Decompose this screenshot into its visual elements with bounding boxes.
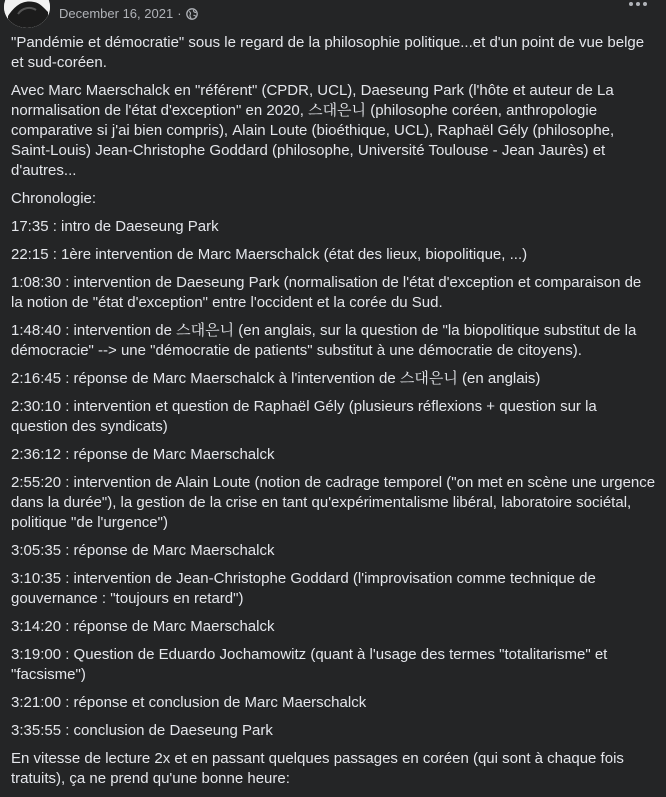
chronology-item: 3:19:00 : Question de Eduardo Jochamowitz (quant à l'usage des termes "totalitarisme" et "facsisme")	[11, 646, 612, 683]
chronology-item: 2:36:12 : réponse de Marc Maerschalck	[11, 446, 275, 463]
post-header	[0, 0, 666, 30]
post-paragraph: Chronologie:	[11, 190, 97, 207]
chronology-item: 1:48:40 : intervention de 스대은니 (en anglais, sur la question de "la biopolitique substitut de la démocracie" --> une "démocratie de patients" substitut à une démocratie de citoyens).	[11, 322, 641, 359]
meta-separator: ·	[177, 6, 182, 21]
chronology-item: 3:10:35 : intervention de Jean-Christophe Goddard (l'improvisation comme technique de gouvernance : "toujours en retard")	[11, 570, 601, 607]
post-paragraph: En vitesse de lecture 2x et en passant quelques passages en coréen (qui sont à chaque fois tratuits), ça ne prend qu'une bonne heure:	[11, 750, 629, 787]
post-body	[11, 33, 660, 797]
dot-icon	[629, 2, 633, 6]
chronology-item: 3:35:55 : conclusion de Daeseung Park	[11, 722, 273, 739]
dot-icon	[636, 2, 640, 6]
chronology-item: 2:55:20 : intervention de Alain Loute (notion de cadrage temporel ("on met en scène une urgence dans la durée"), la gestion de la crise en tant qu'expérimentalisme libéral, laboratoire sociétal, politique "de l'urgence")	[11, 474, 660, 531]
chronology-item: 17:35 : intro de Daeseung Park	[11, 218, 219, 235]
chronology-item: 3:21:00 : réponse et conclusion de Marc Maerschalck	[11, 694, 367, 711]
chronology-item: 2:16:45 : réponse de Marc Maerschalck à l'intervention de 스대은니 (en anglais)	[11, 370, 541, 387]
avatar[interactable]	[4, 0, 50, 28]
chronology-item: 3:14:20 : réponse de Marc Maerschalck	[11, 618, 275, 635]
globe-icon[interactable]	[186, 8, 198, 20]
chronology-item: 3:05:35 : réponse de Marc Maerschalck	[11, 542, 275, 559]
post-date[interactable]: December 16, 2021	[59, 6, 174, 21]
chronology-item: 2:30:10 : intervention et question de Raphaël Gély (plusieurs réflexions + question sur la question des syndicats)	[11, 398, 601, 435]
more-options-icon[interactable]	[624, 0, 652, 14]
chronology-item: 22:15 : 1ère intervention de Marc Maerschalck (état des lieux, biopolitique, ...)	[11, 246, 528, 263]
post-meta	[59, 6, 198, 21]
dot-icon	[643, 2, 647, 6]
post-paragraph: "Pandémie et démocratie" sous le regard de la philosophie politique...et d'un point de vue belge et sud-coréen.	[11, 34, 649, 71]
post-paragraph: Avec Marc Maerschalck en "référent" (CPDR, UCL), Daeseung Park (l'hôte et auteur de La normalisation de l'état d'exception" en 2020, 스대은니 (philosophe coréen, anthropologie comparative si j'ai bien compris), Alain Loute (bioéthique, UCL), Raphaël Gély (philosophe, Saint-Louis) Jean-Christophe Goddard (philosophe, Université Toulouse - Jean Jaurès) et d'autres...	[11, 82, 619, 179]
chronology-item: 1:08:30 : intervention de Daeseung Park (normalisation de l'état d'exception et comparaison de la notion de "état d'exception" entre l'occident et la corée du Sud.	[11, 274, 646, 311]
